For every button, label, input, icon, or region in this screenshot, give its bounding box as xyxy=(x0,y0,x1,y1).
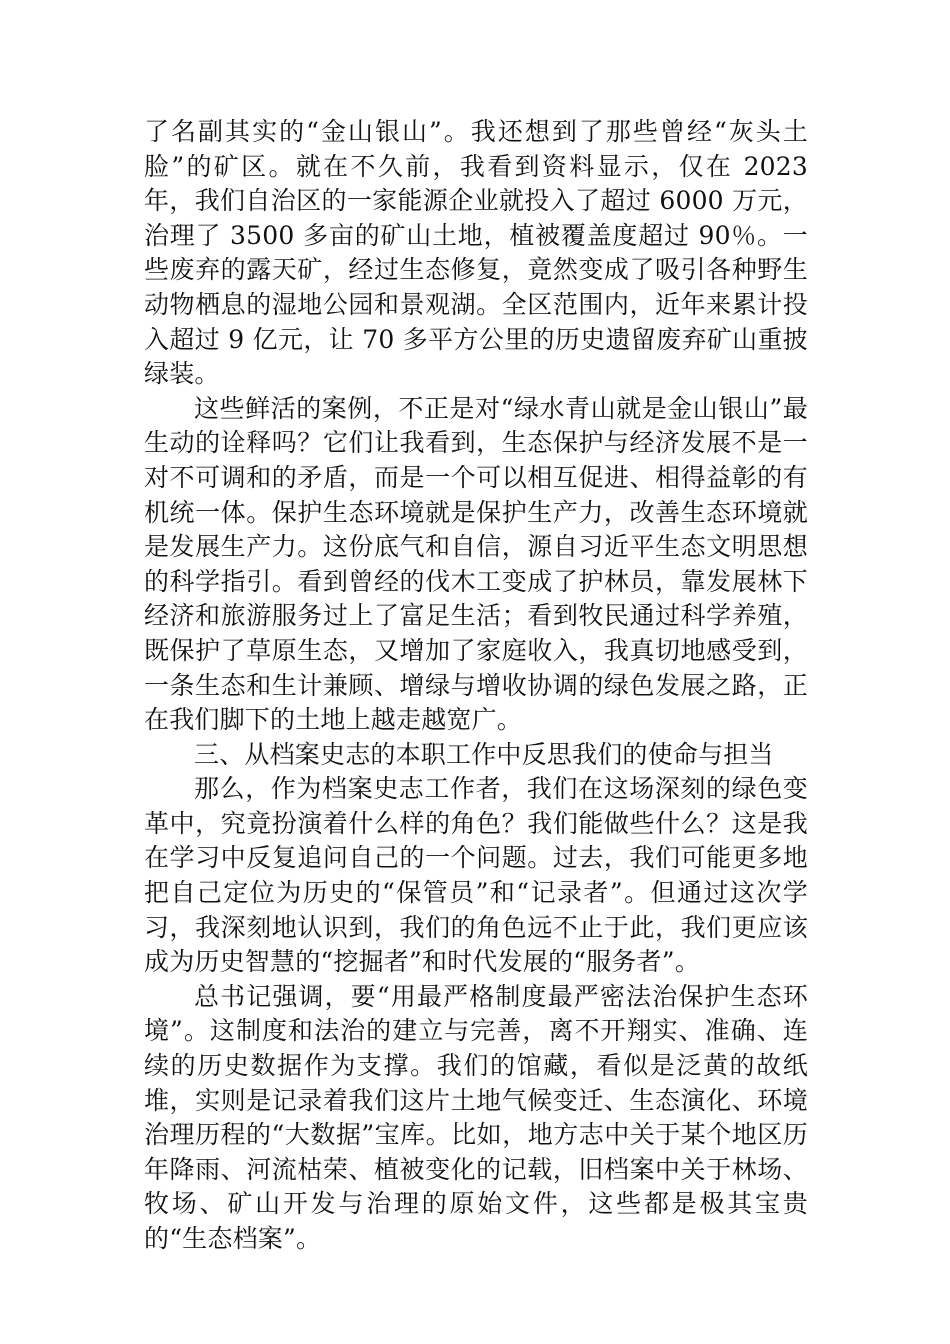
section-heading: 三、从档案史志的本职工作中反思我们的使命与担当 xyxy=(194,739,774,769)
paragraph-continuation: 了名副其实的“金山银山”。我还想到了那些曾经“灰头土脸”的矿区。就在不久前，我看到资料显示，仅在 2023 年，我们自治区的一家能源企业就投入了超过 6000 万元，治理了 3500 多亩的矿山土地，植被覆盖度超过 90％。一些废弃的露天矿，经过生态修复，竟然变成了吸引各种野生动物栖息的湿地公园和景观湖。全区范围内，近年来累计投入超过 9 亿元，让 70 多平方公里的历史遗留废弃矿山重披绿装。 xyxy=(144,117,808,389)
paragraph-cases: 这些鲜活的案例，不正是对“绿水青山就是金山银山”最生动的诠释吗？它们让我看到，生态保护与经济发展不是一对不可调和的矛盾，而是一个可以相互促进、相得益彰的有机统一体。保护生态环境就是保护生产力，改善生态环境就是发展生产力。这份底气和自信，源自习近平生态文明思想的科学指引。看到曾经的伐木工变成了护林员，靠发展林下经济和旅游服务过上了富足生活；看到牧民通过科学养殖，既保护了草原生态，又增加了家庭收入，我真切地感受到，一条生态和生计兼顾、增绿与增收协调的绿色发展之路，正在我们脚下的土地上越走越宽广。 xyxy=(144,393,808,735)
document-body xyxy=(144,115,808,1257)
paragraph-role: 那么，作为档案史志工作者，我们在这场深刻的绿色变革中，究竟扮演着什么样的角色？我们能做些什么？这是我在学习中反复追问自己的一个问题。过去，我们可能更多地把自己定位为历史的“保管员”和“记录者”。但通过这次学习，我深刻地认识到，我们的角色远不止于此，我们更应该成为历史智慧的“挖掘者”和时代发展的“服务者”。 xyxy=(144,774,808,977)
paragraph-records: 总书记强调，要“用最严格制度最严密法治保护生态环境”。这制度和法治的建立与完善，离不开翔实、准确、连续的历史数据作为支撑。我们的馆藏，看似是泛黄的故纸堆，实则是记录着我们这片土地气候变迁、生态演化、环境治理历程的“大数据”宝库。比如，地方志中关于某个地区历年降雨、河流枯荣、植被变化的记载，旧档案中关于林场、牧场、矿山开发与治理的原始文件，这些都是极其宝贵的“生态档案”。 xyxy=(144,981,808,1253)
